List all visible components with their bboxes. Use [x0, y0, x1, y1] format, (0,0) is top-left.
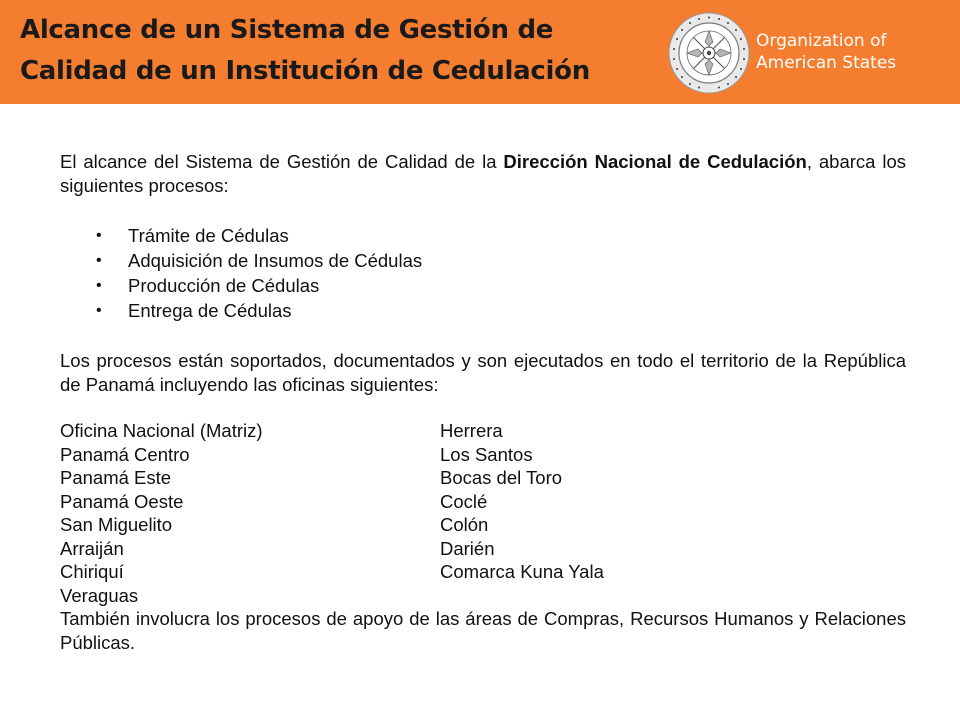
list-item: Darién: [440, 537, 495, 559]
office-column-left: [60, 419, 440, 607]
bullet-icon: •: [96, 277, 102, 294]
process-list: [60, 223, 906, 323]
list-item: Herrera: [440, 420, 503, 441]
list-item: Chiriquí: [60, 561, 124, 582]
title-line-2: Calidad de un Institución de Cedulación: [20, 56, 590, 86]
bullet-icon: •: [96, 227, 102, 244]
support-paragraph: También involucra los procesos de apoyo de las áreas de Compras, Recursos Humanos y Relaciones Públicas.: [60, 608, 906, 653]
list-item: Coclé: [440, 490, 488, 512]
list-item: [60, 273, 906, 298]
process-label: Trámite de Cédulas: [128, 225, 289, 246]
list-item: Veraguas: [60, 584, 139, 606]
office-list: [60, 419, 906, 607]
list-item: [60, 223, 906, 248]
list-item: Panamá Centro: [60, 443, 190, 465]
bullet-icon: •: [96, 302, 102, 319]
list-item: Panamá Este: [60, 467, 172, 488]
process-label: Producción de Cédulas: [128, 275, 320, 296]
list-item: San Miguelito: [60, 514, 173, 535]
bullet-icon: •: [96, 252, 102, 269]
intro-text-start: El alcance del Sistema de Gestión de Calidad de la: [60, 151, 504, 172]
oas-seal-icon: [668, 12, 750, 94]
slide-body: [60, 150, 906, 654]
list-item: Oficina Nacional (Matriz): [60, 420, 263, 441]
list-item: Comarca Kuna Yala: [440, 561, 604, 582]
institution-name: Dirección Nacional de Cedulación: [503, 151, 807, 172]
list-item: Arraiján: [60, 537, 124, 559]
process-label: Adquisición de Insumos de Cédulas: [128, 250, 423, 271]
process-label: Entrega de Cédulas: [128, 300, 292, 321]
intro-paragraph: [60, 150, 906, 197]
list-item: [60, 248, 906, 273]
territory-paragraph: Los procesos están soportados, documentados y son ejecutados en todo el territorio de la República de Panamá incluyendo las oficinas siguientes:: [60, 350, 906, 395]
header-banner: [0, 0, 960, 104]
organization-name: [756, 30, 896, 74]
list-item: Bocas del Toro: [440, 467, 563, 488]
list-item: Los Santos: [440, 443, 533, 465]
list-item: Panamá Oeste: [60, 490, 184, 512]
org-name-line-2: American States: [756, 53, 897, 73]
title-line-1: Alcance de un Sistema de Gestión de: [20, 15, 554, 45]
intro-text-end: , abarca los siguientes procesos:: [60, 151, 906, 196]
org-name-line-1: Organization of: [756, 31, 887, 51]
office-column-right: [440, 419, 604, 607]
page-title: [20, 10, 660, 92]
list-item: [60, 298, 906, 323]
list-item: Colón: [440, 514, 489, 535]
